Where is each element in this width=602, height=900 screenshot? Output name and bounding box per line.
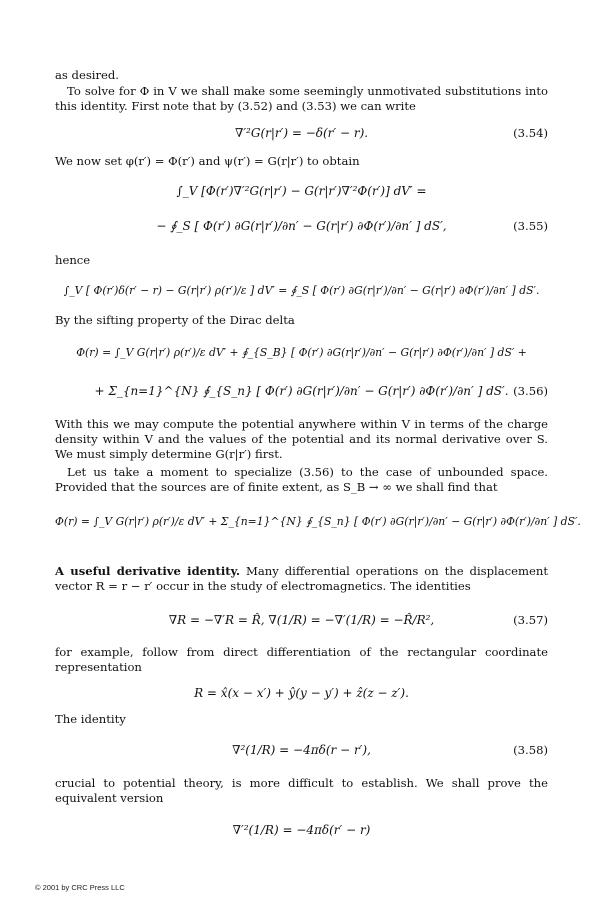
equation-text: + Σ_{n=1}^{N} ∮_{S_n} [ Φ(r′) ∂G(r|r′)/∂n′ − G(r|r′) ∂Φ(r′)/∂n′ ] dS′.	[94, 384, 509, 398]
equation-number: (3.54)	[513, 126, 548, 140]
equation-number: (3.57)	[513, 613, 548, 627]
paragraph: hence	[55, 253, 91, 267]
equation-text: ∇′²G(r|r′) = −δ(r′ − r).	[234, 126, 369, 140]
paragraph: for example, follow from direct differentiation of the rectangular coordinate representation	[55, 645, 548, 675]
paragraph: With this we may compute the potential anywhere within V in terms of the charge density within V and the values of the potential and its normal derivative over S. We must simply determine G(r|r′) first.	[55, 417, 548, 462]
paragraph: as desired.	[55, 68, 119, 82]
equation-3-54	[55, 125, 548, 155]
paragraph	[55, 564, 548, 594]
equation-text: Φ(r) = ∫_V G(r|r′) ρ(r′)/ε dV′ + ∮_{S_B} [ Φ(r′) ∂G(r|r′)/∂n′ − G(r|r′) ∂Φ(r′)/∂n′ ] dS′ +	[76, 346, 527, 359]
equation-text: Φ(r) = ∫_V G(r|r′) ρ(r′)/ε dV′ + Σ_{n=1}^{N} ∮_{S_n} [ Φ(r′) ∂G(r|r′)/∂n′ − G(r|r′) ∂Φ(r′)/∂n′ ] dS′.	[55, 515, 581, 528]
paragraph: By the sifting property of the Dirac delta	[55, 313, 295, 327]
equation-text: ∇R = −∇′R = R̂, ∇(1/R) = −∇′(1/R) = −R̂/R²,	[168, 613, 435, 627]
equation-number: (3.58)	[513, 743, 548, 757]
paragraph-text: Many differential operations on the displacement vector R = r − r′ occur in the study of electromagnetics. The identities	[55, 564, 549, 594]
equation-text: ∇²(1/R) = −4πδ(r − r′),	[232, 743, 371, 757]
section-heading: A useful derivative identity.	[55, 564, 241, 578]
paragraph: We now set φ(r′) = Φ(r′) and ψ(r′) = G(r|r′) to obtain	[55, 154, 360, 168]
paragraph: crucial to potential theory, is more difficult to establish. We shall prove the equivalent version	[55, 776, 548, 806]
equation-3-57	[55, 612, 548, 642]
equation-number: (3.56)	[513, 384, 548, 398]
paragraph: The identity	[55, 712, 126, 726]
equation-3-55-line2	[55, 218, 548, 248]
equation-text: R = x̂(x − x′) + ŷ(y − y′) + ẑ(z − z′).	[194, 686, 409, 700]
equation-text: ∫_V [Φ(r′)∇′²G(r|r′) − G(r|r′)∇′²Φ(r′)] dV′ =	[176, 184, 427, 198]
equation-text: ∇′²(1/R) = −4πδ(r′ − r)	[232, 823, 371, 837]
copyright-footer: © 2001 by CRC Press LLC	[35, 883, 125, 892]
equation-hence	[55, 283, 548, 313]
equation-3-58	[55, 742, 548, 772]
equation-equivalent	[55, 822, 548, 852]
equation-text: ∫_V [ Φ(r′)δ(r′ − r) − G(r|r′) ρ(r′)/ε ] dV′ = ∮_S [ Φ(r′) ∂G(r|r′)/∂n′ − G(r|r′) ∂Φ(r′)/∂n′ ] dS′.	[63, 284, 540, 297]
equation-3-55-line1	[55, 183, 548, 213]
equation-unbounded	[55, 514, 581, 544]
equation-3-56-line1	[55, 345, 548, 375]
equation-text: − ∮_S [ Φ(r′) ∂G(r|r′)/∂n′ − G(r|r′) ∂Φ(r′)/∂n′ ] dS′,	[156, 219, 447, 233]
equation-number: (3.55)	[513, 219, 548, 233]
paragraph: To solve for Φ in V we shall make some seemingly unmotivated substitutions into this identity. First note that by (3.52) and (3.53) we can write	[55, 84, 548, 114]
equation-rectangular	[55, 685, 548, 715]
paragraph: Let us take a moment to specialize (3.56) to the case of unbounded space. Provided that the sources are of finite extent, as S_B → ∞ we shall find that	[55, 465, 548, 495]
equation-3-56-line2	[55, 383, 548, 413]
